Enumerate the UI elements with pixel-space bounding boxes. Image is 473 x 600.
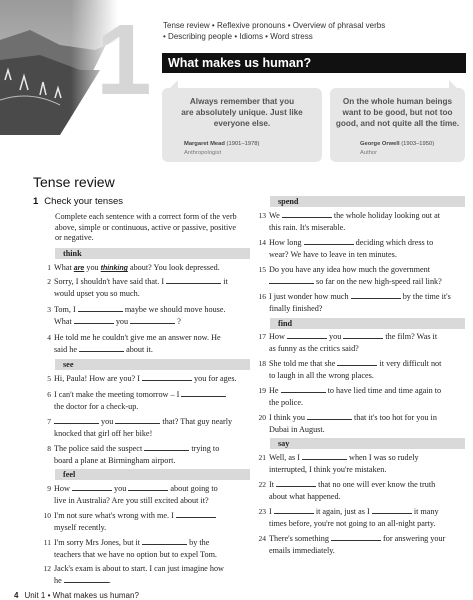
exercise-item: 20 I think you that it's too hot for you in Dubai in August. bbox=[258, 413, 437, 434]
answer-blank[interactable] bbox=[144, 443, 189, 451]
answer-blank[interactable] bbox=[142, 537, 187, 545]
page-footer: 4 Unit 1 • What makes us human? bbox=[14, 591, 139, 600]
topics-line-2 bbox=[163, 31, 385, 42]
bullet: • bbox=[265, 32, 268, 41]
exercise-item: 10 I'm not sure what's wrong with me. I myself recently. bbox=[40, 510, 255, 534]
verb-box-think: think bbox=[55, 248, 250, 259]
exercise-item: 4 He told me he couldn't give me an answer now. He said he about it. bbox=[47, 333, 221, 354]
exercise-item: 7 you that? That guy nearly knocked that girl off her bike! bbox=[47, 417, 233, 438]
exercise-heading: 1 Check your tenses bbox=[33, 196, 123, 207]
exercise-item: 11 I'm sorry Mrs Jones, but it by the teachers that we have no option but to expel Tom. bbox=[43, 538, 217, 559]
answer-blank[interactable] bbox=[331, 533, 381, 541]
exercise-item: 22 It that no one will ever know the truth about what happened. bbox=[258, 480, 436, 501]
verb-box-find: find bbox=[270, 318, 465, 329]
quote-text: On the whole human beings want to be good, but not too good, and not quite all the time. bbox=[335, 97, 460, 128]
answer-blank[interactable] bbox=[72, 483, 112, 491]
exercise-instructions: Complete each sentence with a correct form of the verb above, simple or continuous, active or passive, positive or negative. bbox=[55, 212, 237, 242]
exercise-item: 23 I it again, just as I it many times before, you're not going to an all-night party. bbox=[258, 507, 439, 528]
topic: Tense review bbox=[163, 21, 210, 30]
answer-blank[interactable] bbox=[269, 276, 314, 284]
answer-blank[interactable] bbox=[337, 358, 377, 366]
answer-blank[interactable] bbox=[128, 483, 168, 491]
quote-author: George Orwell (1903–1950) bbox=[360, 141, 435, 147]
answer-blank[interactable] bbox=[302, 452, 347, 460]
topic: Overview of phrasal verbs bbox=[292, 21, 386, 30]
verb-box-spend: spend bbox=[270, 196, 465, 207]
answer-blank[interactable] bbox=[351, 291, 401, 299]
answer-blank[interactable] bbox=[276, 479, 316, 487]
answer-blank[interactable] bbox=[54, 416, 99, 424]
answer-blank[interactable] bbox=[166, 276, 221, 284]
exercise-item: 17 How you the film? Was it as funny as the critics said? bbox=[258, 332, 438, 353]
quote-tail bbox=[170, 80, 178, 88]
verb-box-see: see bbox=[55, 359, 250, 370]
quote-text: Always remember that you are absolutely unique. Just like everyone else. bbox=[181, 97, 303, 128]
answer-blank[interactable] bbox=[142, 373, 192, 381]
answer-blank[interactable] bbox=[115, 416, 160, 424]
unit-topics bbox=[163, 20, 385, 42]
answer-blank[interactable] bbox=[282, 210, 332, 218]
unit-title: What makes us human? bbox=[162, 53, 466, 73]
verb-box-say: say bbox=[270, 438, 465, 449]
section-title: Tense review bbox=[33, 174, 115, 190]
exercise-item: 12 Jack's exam is about to start. I can just imagine how he . bbox=[43, 564, 224, 585]
exercise-item: 8 The police said the suspect trying to board a plane at Birmingham airport. bbox=[47, 444, 220, 465]
example-answer: thinking bbox=[100, 265, 128, 272]
bullet: • bbox=[287, 21, 291, 30]
topic: Word stress bbox=[270, 32, 313, 41]
quote-box bbox=[330, 88, 465, 162]
exercise-item: 6 I can't make the meeting tomorrow – I the doctor for a check-up. bbox=[40, 389, 255, 413]
exercise-item: 9 How you about going to live in Australia? Are you still excited about it? bbox=[47, 484, 218, 505]
answer-blank[interactable] bbox=[307, 412, 352, 420]
exercise-item: 21 Well, as I when I was so rudely interrupted, I think you're mistaken. bbox=[258, 453, 419, 474]
exercise-item: 18 She told me that she it very difficult not to laugh in all the wrong places. bbox=[258, 359, 442, 380]
answer-blank[interactable] bbox=[74, 316, 114, 324]
answer-blank[interactable] bbox=[372, 506, 412, 514]
exercise-item: 24 There's something for answering your emails immediately. bbox=[258, 534, 446, 555]
exercise-item: 14 How long deciding which dress to wear? We have to leave in ten minutes. bbox=[258, 238, 434, 259]
answer-blank[interactable] bbox=[130, 316, 175, 324]
answer-blank[interactable] bbox=[64, 575, 109, 583]
quote-box bbox=[162, 88, 322, 162]
quote-author-role: Anthropologist bbox=[184, 150, 222, 156]
topics-line-1 bbox=[163, 20, 385, 31]
answer-blank[interactable] bbox=[79, 344, 124, 352]
page-number: 4 bbox=[14, 591, 19, 600]
answer-blank[interactable] bbox=[78, 304, 123, 312]
answer-blank[interactable] bbox=[181, 389, 226, 397]
topic: Describing people bbox=[168, 32, 233, 41]
answer-blank[interactable] bbox=[281, 385, 326, 393]
exercise-item: 2 Sorry, I shouldn't have said that. I it would upset you so much. bbox=[47, 277, 228, 298]
answer-blank[interactable] bbox=[304, 237, 354, 245]
answer-blank[interactable] bbox=[176, 510, 216, 518]
example-answer: are bbox=[73, 265, 85, 272]
answer-blank[interactable] bbox=[343, 331, 383, 339]
quote-author-role: Author bbox=[360, 150, 378, 156]
topic: Idioms bbox=[239, 32, 263, 41]
exercise-item: 19 He to have lied time and time again to the police. bbox=[258, 386, 442, 407]
answer-blank[interactable] bbox=[287, 331, 327, 339]
exercise-item: 16 I just wonder how much by the time it's finally finished? bbox=[258, 292, 451, 313]
unit-number: 1 bbox=[96, 4, 152, 116]
quote-tail bbox=[449, 80, 457, 88]
exercise-item: 13 We the whole holiday looking out at this rain. It's miserable. bbox=[258, 211, 441, 232]
topic: Reflexive pronouns bbox=[216, 21, 286, 30]
quote-author: Margaret Mead (1901–1978) bbox=[184, 141, 260, 147]
bullet: • bbox=[211, 21, 215, 30]
exercise-item: 15 Do you have any idea how much the government so far on the new high-speed rail link? bbox=[258, 265, 442, 286]
bullet: • bbox=[234, 32, 238, 41]
answer-blank[interactable] bbox=[274, 506, 314, 514]
bullet: • bbox=[163, 32, 166, 41]
verb-box-feel: feel bbox=[55, 469, 250, 480]
exercise-item: 3 Tom, I maybe we should move house. What you ? bbox=[47, 305, 226, 326]
